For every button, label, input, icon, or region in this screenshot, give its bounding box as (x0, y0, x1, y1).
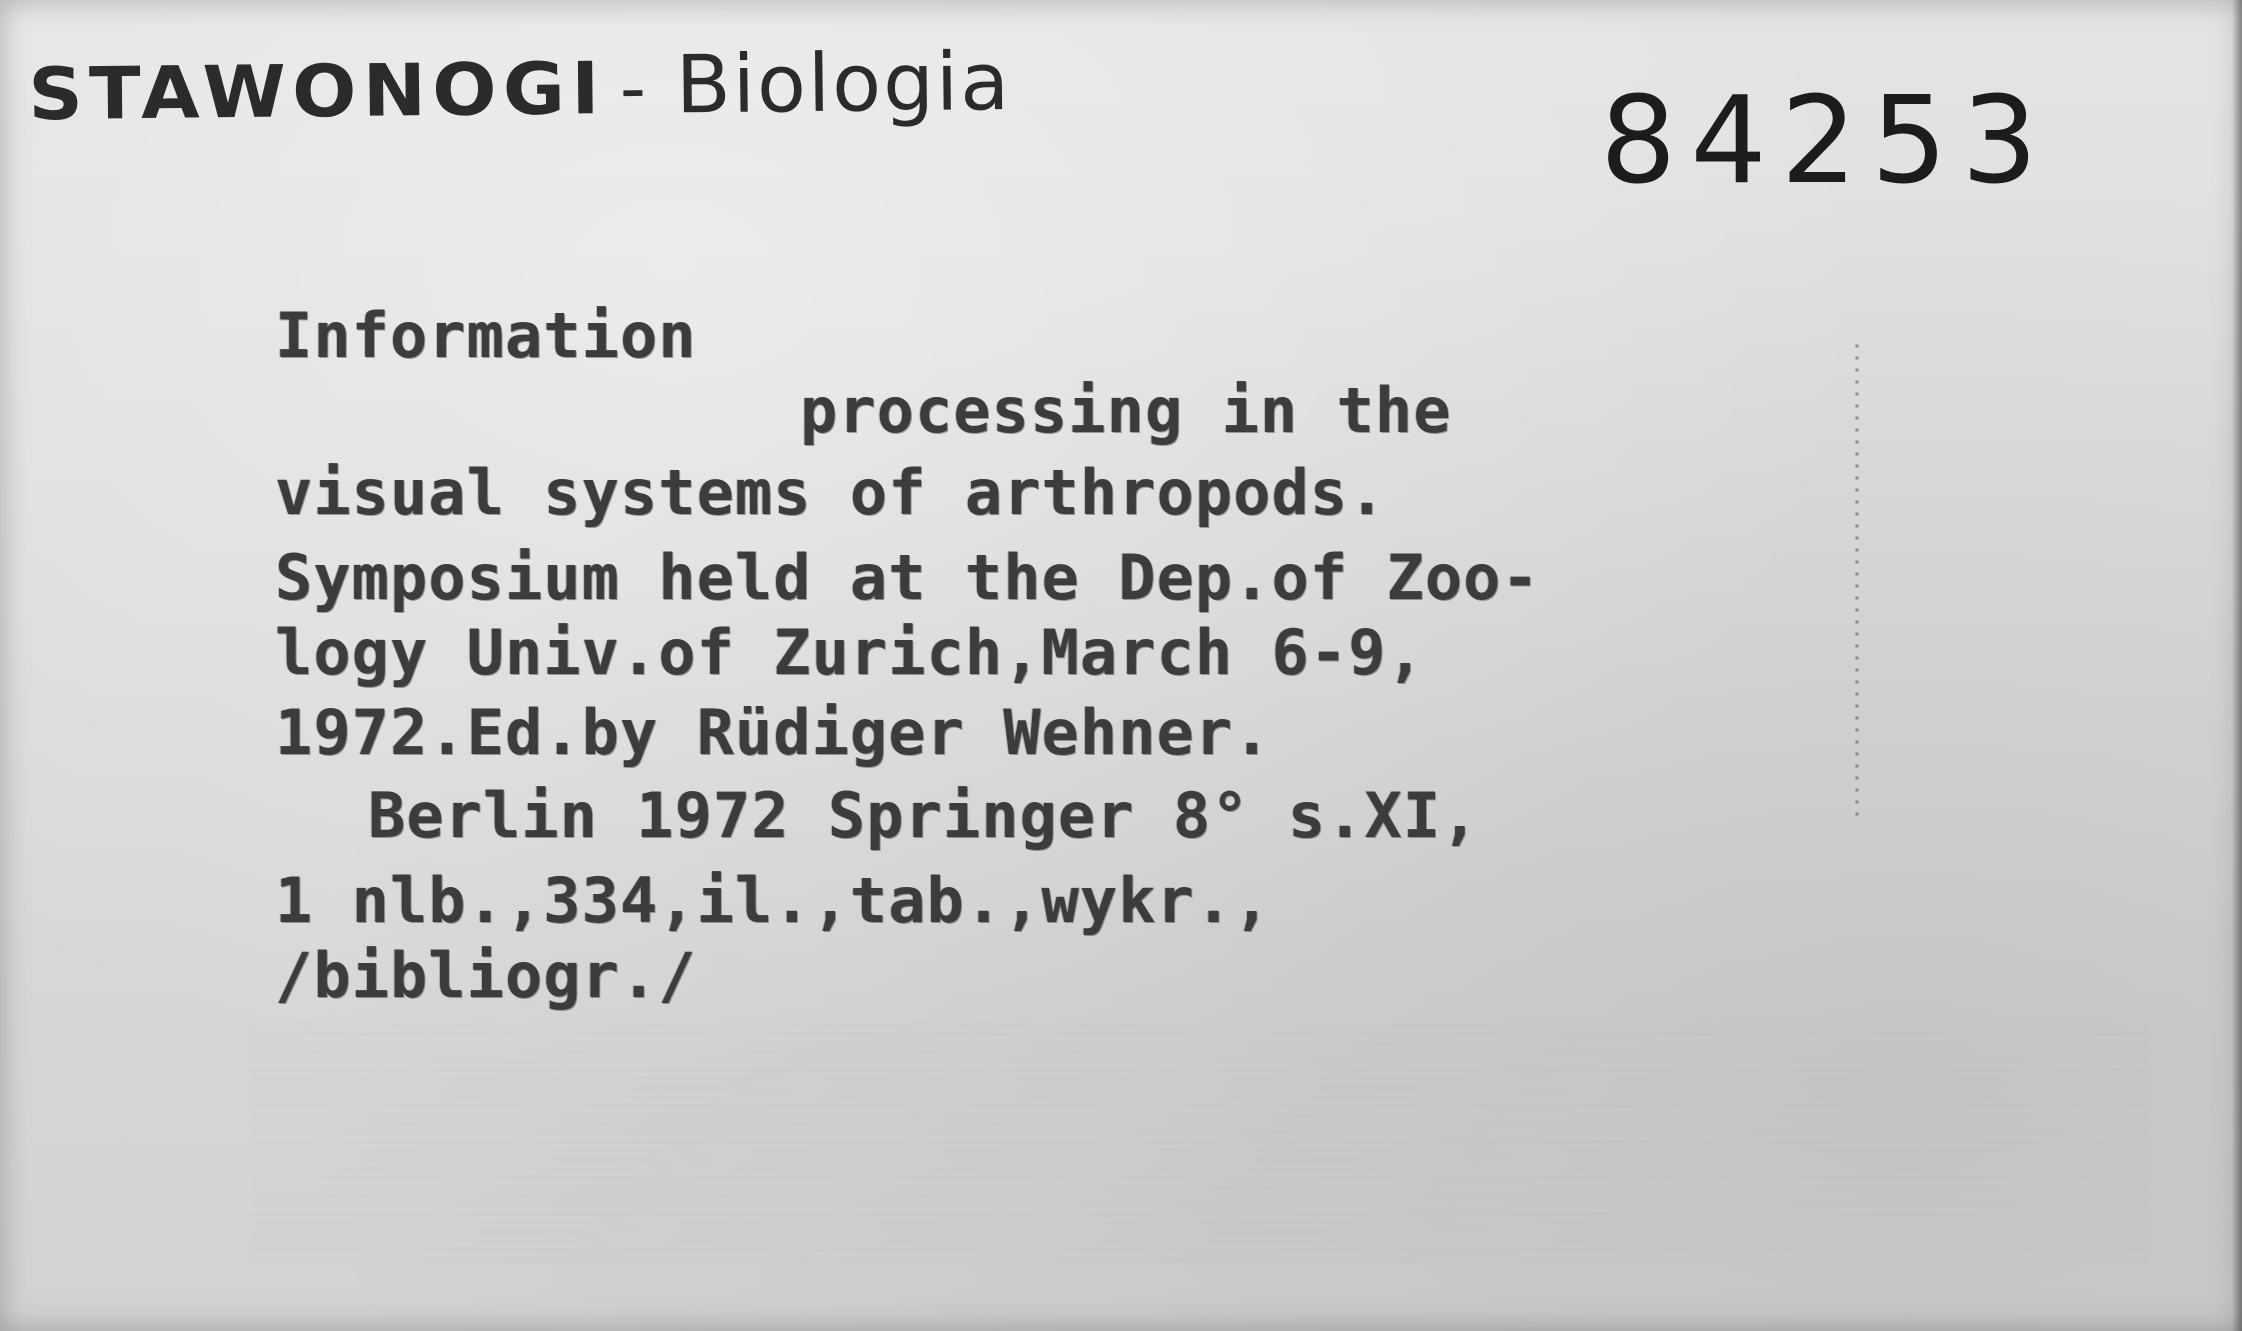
entry-line-notes: /bibliogr./ (275, 939, 697, 1012)
entry-line-symposium: Symposium held at the Dep.of Zoo- (275, 541, 1540, 614)
call-number: 84253 (1600, 72, 2052, 211)
entry-line-title-cont: processing in the (800, 374, 1452, 447)
entry-line-location-date: logy Univ.of Zurich,March 6-9, (275, 616, 1425, 689)
entry-line-editor: 1972.Ed.by Rüdiger Wehner. (275, 696, 1272, 769)
subject-main: STAWONOGI (27, 46, 607, 137)
perforation-dots (1855, 340, 1859, 820)
entry-line-title-end: visual systems of arthropods. (275, 456, 1387, 529)
heading-separator: - (619, 45, 649, 131)
entry-line-title-start: Information (275, 299, 697, 372)
subject-heading (27, 34, 1012, 138)
subject-subdivision: Biologia (675, 34, 1012, 132)
entry-line-collation: 1 nlb.,334,il.,tab.,wykr., (275, 864, 1272, 937)
card-edge-shadow (2232, 0, 2242, 1331)
entry-line-imprint: Berlin 1972 Springer 8° s.XI, (368, 779, 1480, 852)
paper-texture (250, 1020, 2150, 1260)
